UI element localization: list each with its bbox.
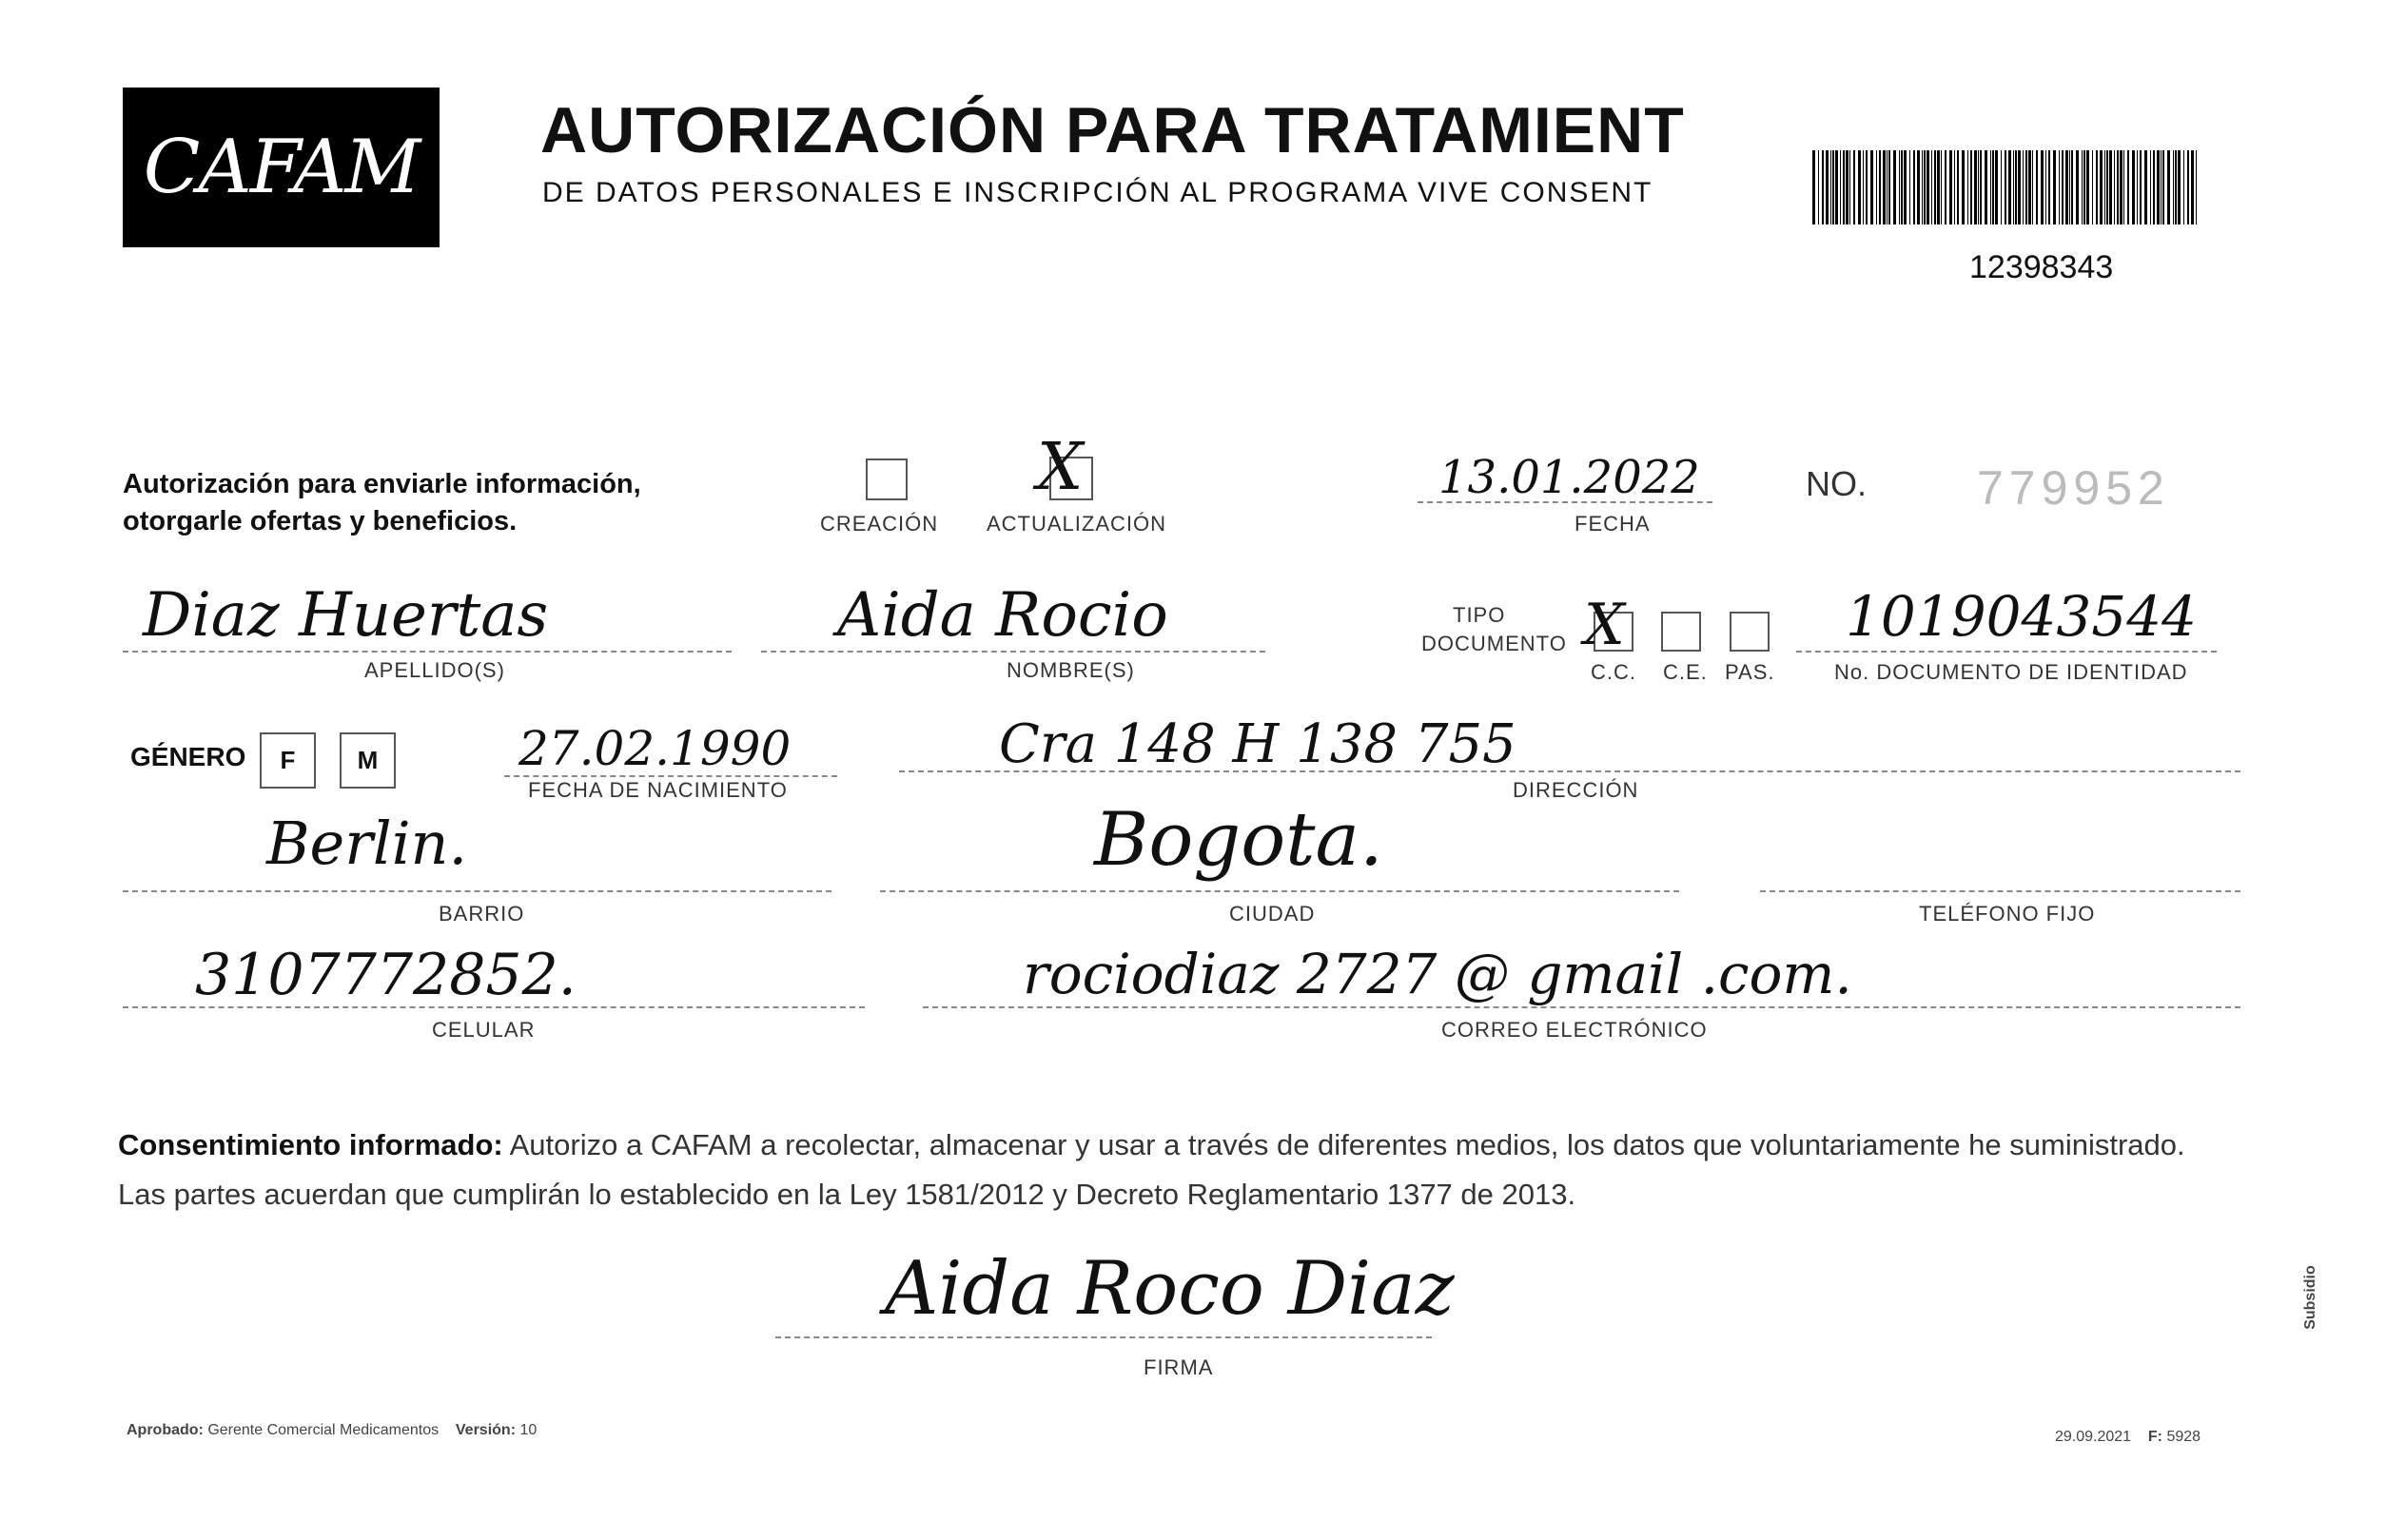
celular-value: 3107772852.	[195, 942, 577, 1008]
barcode-bar	[2032, 150, 2033, 224]
barcode-bar	[2036, 150, 2038, 224]
tipo-cc-label: C.C.	[1591, 660, 1636, 684]
barcode-bar	[2082, 150, 2083, 224]
footer-left	[127, 1422, 537, 1439]
tipo-cc-mark: X	[1584, 592, 1625, 658]
barcode-bar	[1913, 150, 1915, 224]
barcode-bar	[1832, 150, 1834, 224]
barcode-bar	[1846, 150, 1849, 224]
barcode-bar	[2162, 150, 2164, 224]
celular-line	[123, 1006, 865, 1008]
barcode-bar	[1949, 150, 1952, 224]
barcode-bar	[1835, 150, 1838, 224]
barcode-bar	[2117, 150, 2119, 224]
genero-m-box[interactable]	[340, 732, 396, 789]
ciudad-line	[880, 890, 1679, 892]
barcode-bar	[2028, 150, 2031, 224]
signature-line	[775, 1336, 1432, 1338]
version-value: 10	[519, 1422, 538, 1438]
barcode-bar	[2104, 150, 2105, 224]
barcode-bar	[2069, 150, 2070, 224]
genero-label: GÉNERO	[130, 742, 246, 771]
apellidos-line	[123, 651, 732, 653]
barcode-bar	[1818, 150, 1819, 224]
barcode-bar	[1995, 150, 1998, 224]
barcode-bar	[1888, 150, 1890, 224]
barcode-bar	[1893, 150, 1896, 224]
correo-value: rociodiaz 2727 @ gmail .com.	[1023, 942, 1852, 1006]
actualizacion-mark: X	[1037, 430, 1084, 505]
barcode-bar	[2132, 150, 2135, 224]
genero-m-label: M	[357, 746, 379, 774]
barcode-bar	[2092, 150, 2093, 224]
tipo-pas-checkbox[interactable]	[1730, 612, 1770, 652]
footer-date: 29.09.2021	[2055, 1429, 2132, 1445]
barcode-bar	[1853, 150, 1855, 224]
barcode-bar	[1974, 150, 1977, 224]
barrio-label: BARRIO	[439, 902, 525, 926]
aprobado-label: Aprobado:	[127, 1422, 204, 1438]
intro-line-2: otorgarle ofertas y beneficios.	[123, 506, 518, 536]
barcode-bar	[2071, 150, 2073, 224]
barcode-bar	[1941, 150, 1942, 224]
barcode-bar	[1904, 150, 1907, 224]
consent-paragraph	[118, 1121, 2259, 1219]
barcode-bar	[2086, 150, 2089, 224]
direccion-label: DIRECCIÓN	[1513, 778, 1639, 802]
ciudad-value: Bogota.	[1094, 797, 1383, 883]
no-label: NO.	[1806, 464, 1868, 503]
intro-text	[123, 466, 641, 540]
documento-value: 1019043544	[1846, 584, 2198, 649]
aprobado-value: Gerente Comercial Medicamentos	[207, 1422, 440, 1438]
barcode-bar	[1899, 150, 1900, 224]
cafam-logo	[123, 88, 440, 247]
tipo-ce-checkbox[interactable]	[1661, 612, 1701, 652]
documento-line	[1796, 651, 2217, 653]
barcode-bar	[2114, 150, 2115, 224]
creacion-label: CREACIÓN	[820, 512, 939, 536]
barcode-bar	[2173, 150, 2174, 224]
signature-label: FIRMA	[1144, 1355, 1214, 1379]
barcode-bar	[2196, 150, 2197, 224]
fecha-line	[1418, 501, 1712, 503]
barcode-bar	[1945, 150, 1946, 224]
apellidos-label: APELLIDO(S)	[364, 658, 505, 682]
barcode-bar	[1849, 150, 1850, 224]
barcode-bar	[2150, 150, 2151, 224]
tipo-pas-label: PAS.	[1725, 660, 1775, 684]
barcode-bar	[1843, 150, 1845, 224]
barcode-bar	[2076, 150, 2079, 224]
no-value: 779952	[1977, 461, 2170, 515]
barcode-bar	[1876, 150, 1877, 224]
barcode-bar	[1957, 150, 1959, 224]
barcode-bar	[2018, 150, 2021, 224]
document-title: AUTORIZACIÓN PARA TRATAMIENT	[540, 94, 1685, 166]
barcode-bar	[1980, 150, 1982, 224]
barcode-bar	[1840, 150, 1841, 224]
barcode-bar	[1866, 150, 1868, 224]
barcode-bar	[2187, 150, 2189, 224]
creacion-checkbox[interactable]	[866, 458, 908, 500]
form-label: F:	[2147, 1429, 2162, 1445]
barcode	[1812, 150, 2201, 224]
barrio-line	[123, 890, 831, 892]
barcode-bar	[2013, 150, 2014, 224]
barcode-bar	[2062, 150, 2064, 224]
actualizacion-label: ACTUALIZACIÓN	[987, 512, 1167, 536]
ciudad-label: CIUDAD	[1229, 902, 1316, 926]
barcode-number: 12398343	[1969, 249, 2114, 285]
barcode-bar	[1826, 150, 1829, 224]
barcode-bar	[1931, 150, 1932, 224]
barcode-bar	[2041, 150, 2044, 224]
barcode-bar	[2137, 150, 2138, 224]
barcode-bar	[2065, 150, 2068, 224]
barcode-bar	[1990, 150, 1991, 224]
barcode-bar	[1883, 150, 1886, 224]
nacimiento-label: FECHA DE NACIMIENTO	[528, 778, 788, 802]
barcode-bar	[1901, 150, 1903, 224]
barcode-bar	[1922, 150, 1923, 224]
barcode-bar	[1812, 150, 1815, 224]
nombres-label: NOMBRE(S)	[1007, 658, 1135, 682]
barcode-bar	[1978, 150, 1979, 224]
barcode-bar	[2001, 150, 2002, 224]
logo-text: CAFAM	[143, 125, 420, 210]
telefono-label: TELÉFONO FIJO	[1919, 902, 2096, 926]
barcode-bar	[2005, 150, 2006, 224]
tipo-ce-label: C.E.	[1663, 660, 1708, 684]
barcode-bar	[2023, 150, 2024, 224]
apellidos-value: Diaz Huertas	[143, 580, 549, 651]
barcode-bar	[1954, 150, 1955, 224]
document-subtitle: DE DATOS PERSONALES E INSCRIPCIÓN AL PROGRAMA VIVE CONSENT	[542, 177, 1653, 208]
correo-line	[923, 1006, 2240, 1008]
direccion-value: Cra 148 H 138 755	[999, 713, 1516, 775]
intro-line-1: Autorización para enviarle información,	[123, 469, 641, 499]
barcode-bar	[1879, 150, 1881, 224]
barcode-bar	[2175, 150, 2177, 224]
tipo-documento-label-2: DOCUMENTO	[1421, 632, 1567, 655]
celular-label: CELULAR	[432, 1018, 536, 1042]
side-text: Subsidio	[2301, 1265, 2318, 1330]
barcode-bar	[2059, 150, 2060, 224]
barcode-bar	[1863, 150, 1864, 224]
barcode-bar	[2083, 150, 2085, 224]
nombres-line	[761, 651, 1265, 653]
barcode-bar	[2109, 150, 2112, 224]
barcode-bar	[2053, 150, 2056, 224]
barcode-bar	[1917, 150, 1920, 224]
footer-right	[2055, 1429, 2201, 1446]
genero-f-box[interactable]	[260, 732, 316, 789]
barcode-bar	[1822, 150, 1824, 224]
consent-text-1: Autorizo a CAFAM a recolectar, almacenar y usar a través de diferentes medios, los datos que voluntariamente he suministrado.	[502, 1128, 2185, 1161]
barcode-bar	[2127, 150, 2129, 224]
barcode-bar	[1924, 150, 1926, 224]
barrio-value: Berlin.	[266, 809, 468, 878]
barcode-bar	[2120, 150, 2122, 224]
barcode-bar	[2096, 150, 2098, 224]
barcode-bar	[2015, 150, 2017, 224]
barcode-bar	[2191, 150, 2194, 224]
fecha-value: 13.01.2022	[1438, 451, 1700, 504]
barcode-bar	[2008, 150, 2011, 224]
barcode-bar	[1937, 150, 1940, 224]
barcode-bar	[2048, 150, 2050, 224]
barcode-bar	[1858, 150, 1861, 224]
consent-heading: Consentimiento informado:	[118, 1128, 503, 1161]
nacimiento-line	[504, 775, 837, 777]
barcode-bar	[1909, 150, 1910, 224]
barcode-bar	[2106, 150, 2108, 224]
barcode-bar	[1830, 150, 1831, 224]
barcode-bar	[1887, 150, 1888, 224]
barcode-bar	[1870, 150, 1873, 224]
barcode-bar	[2183, 150, 2184, 224]
barcode-bar	[2140, 150, 2142, 224]
signature-value: Aida Roco Diaz	[885, 1246, 1455, 1332]
barcode-bar	[1962, 150, 1965, 224]
barcode-bar	[2167, 150, 2170, 224]
form-value: 5928	[2166, 1429, 2201, 1445]
documento-label: No. DOCUMENTO DE IDENTIDAD	[1834, 660, 2188, 684]
barcode-bar	[2153, 150, 2155, 224]
barcode-bar	[2123, 150, 2124, 224]
correo-label: CORREO ELECTRÓNICO	[1441, 1018, 1708, 1042]
barcode-bar	[1985, 150, 1987, 224]
barcode-bar	[2178, 150, 2181, 224]
tipo-documento-label-1: TIPO	[1453, 603, 1506, 627]
barcode-bar	[2144, 150, 2147, 224]
barcode-bar	[1967, 150, 1968, 224]
barcode-bar	[1934, 150, 1936, 224]
barcode-bar	[2157, 150, 2160, 224]
version-label: Versión:	[455, 1422, 517, 1438]
direccion-line	[899, 770, 2240, 772]
nombres-value: Aida Rocio	[837, 580, 1168, 651]
telefono-line	[1760, 890, 2240, 892]
consent-text-2: Las partes acuerdan que cumplirán lo establecido en la Ley 1581/2012 y Decreto Reglamentario 1377 de 2013.	[118, 1178, 1576, 1211]
genero-f-label: F	[280, 746, 296, 774]
barcode-bar	[2025, 150, 2027, 224]
fecha-label: FECHA	[1575, 512, 1651, 536]
barcode-bar	[1970, 150, 1972, 224]
barcode-bar	[1992, 150, 1994, 224]
barcode-bar	[1927, 150, 1929, 224]
barcode-bar	[2045, 150, 2046, 224]
nacimiento-value: 27.02.1990	[518, 721, 792, 776]
barcode-bar	[2100, 150, 2103, 224]
